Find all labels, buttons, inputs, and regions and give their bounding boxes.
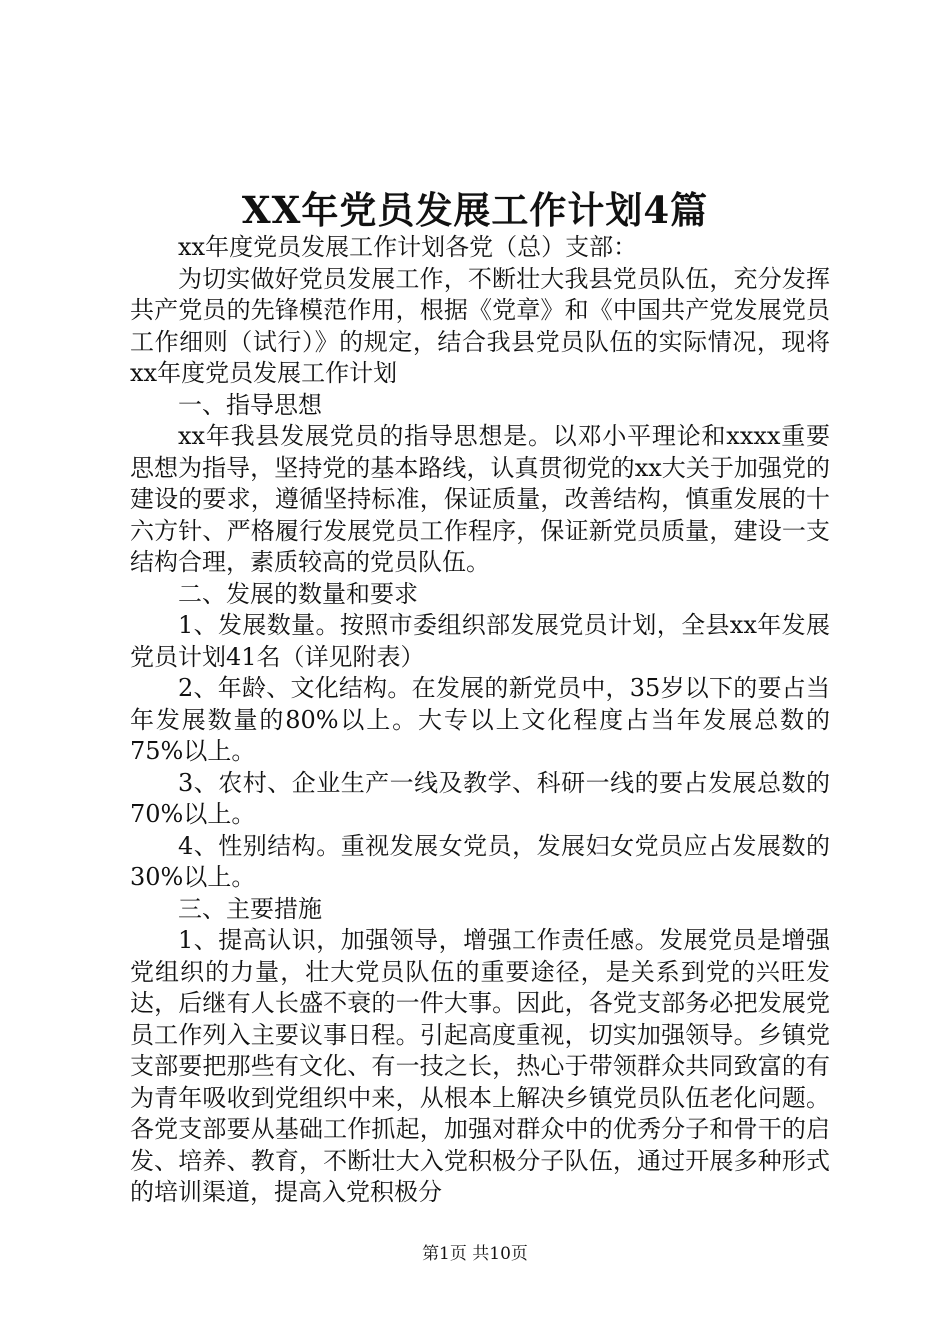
document-body [130,232,830,1209]
heading-main-measures: 三、主要措施 [178,894,322,923]
paragraph-gender: 4、性别结构。重视发展女党员，发展妇女党员应占发展数的30%以上。 [130,831,830,891]
heading-quantity-requirements: 二、发展的数量和要求 [178,579,418,608]
paragraph-age-education: 2、年龄、文化结构。在发展的新党员中，35岁以下的要占当年发展数量的80%以上。大专以上文化程度占当年发展总数的75%以上。 [130,674,830,765]
heading-guiding-ideology: 一、指导思想 [178,390,322,419]
paragraph-quantity: 1、发展数量。按照市委组织部发展党员计划，全县xx年发展党员计划41名（详见附表） [130,611,830,671]
page-footer: 第1页 共10页 [422,1244,528,1264]
paragraph-salutation: xx年度党员发展工作计划各党（总）支部： [178,233,638,261]
paragraph-frontline: 3、农村、企业生产一线及教学、科研一线的要占发展总数的70%以上。 [130,768,830,828]
paragraph-intro: 为切实做好党员发展工作，不断壮大我县党员队伍，充分发挥共产党员的先锋模范作用，根据《党章》和《中国共产党发展党员工作细则（试行）》的规定，结合我县党员队伍的实际情况，现将xx年度党员发展工作计划 [130,264,830,387]
paragraph-measure-1: 1、提高认识，加强领导，增强工作责任感。发展党员是增强党组织的力量，壮大党员队伍的重要途径，是关系到党的兴旺发达，后继有人长盛不衰的一件大事。因此，各党支部务必把发展党员工作列入主要议事日程。引起高度重视，切实加强领导。乡镇党支部要把那些有文化、有一技之长，热心于带领群众共同致富的有为青年吸收到党组织中来，从根本上解决乡镇党员队伍老化问题。各党支部要从基础工作抓起，加强对群众中的优秀分子和骨干的启发、培养、教育，不断壮大入党积极分子队伍，通过开展多种形式的培训渠道，提高入党积极分 [130,926,830,1206]
document-title: XX年党员发展工作计划4篇 [241,188,709,232]
paragraph-guiding-ideology: xx年我县发展党员的指导思想是。以邓小平理论和xxxx重要思想为指导，坚持党的基本路线，认真贯彻党的xx大关于加强党的建设的要求，遵循坚持标准，保证质量，改善结构，慎重发展的十六方针、严格履行发展党员工作程序，保证新党员质量，建设一支结构合理，素质较高的党员队伍。 [130,422,830,576]
